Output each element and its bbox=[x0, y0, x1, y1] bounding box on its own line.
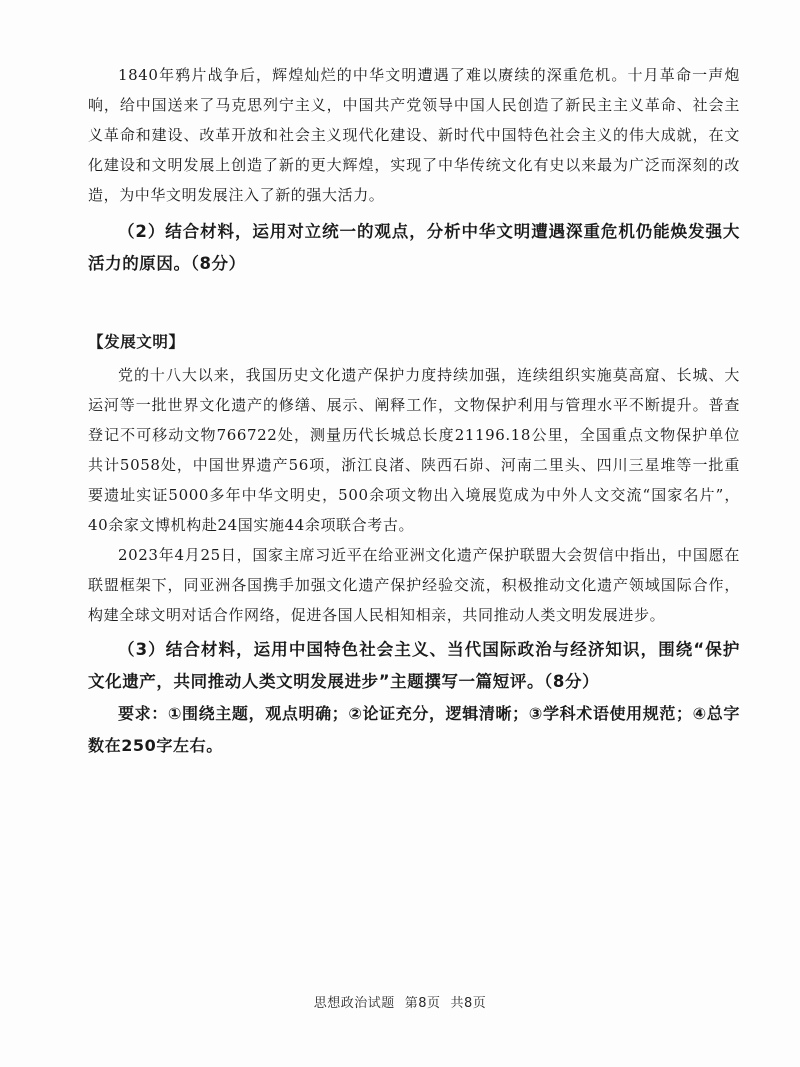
section-paragraph-2: 2023年4月25日，国家主席习近平在给亚洲文化遗产保护联盟大会贺信中指出，中国愿在联盟框架下，同亚洲各国携手加强文化遗产保护经验交流，积极推动文化遗产领域国际合作，构建全球文明对话合作网络，促进各国人民相知相亲，共同推动人类文明发展进步。 bbox=[88, 546, 740, 624]
footer-total-pages: 共8页 bbox=[450, 996, 487, 1011]
question-2: （2）结合材料，运用对立统一的观点，分析中华文明遭遇深重危机仍能焕发强大活力的原因。（8分） bbox=[88, 222, 740, 273]
page-footer bbox=[0, 992, 800, 1011]
footer-subject: 思想政治试题 bbox=[313, 996, 395, 1011]
section-paragraph-1: 党的十八大以来，我国历史文化遗产保护力度持续加强，连续组织实施莫高窟、长城、大运河等一批世界文化遗产的修缮、展示、阐释工作，文物保护利用与管理水平不断提升。普查登记不可移动文物766722处，测量历代长城总长度21196.18公里，全国重点文物保护单位共计5058处，中国世界遗产56项，浙江良渚、陕西石峁、河南二里头、四川三星堆等一批重要遗址实证5000多年中华文明史，500余项文物出入境展览成为中外人文交流“国家名片”，40余家文博机构赴24国实施44余项联合考古。 bbox=[88, 366, 740, 534]
material-paragraph: 1840年鸦片战争后，辉煌灿烂的中华文明遭遇了难以赓续的深重危机。十月革命一声炮响，给中国送来了马克思列宁主义，中国共产党领导中国人民创造了新民主主义革命、社会主义革命和建设、改革开放和社会主义现代化建设、新时代中国特色社会主义的伟大成就，在文化建设和文明发展上创造了新的更大辉煌，实现了中华传统文化有史以来最为广泛而深刻的改造，为中华文明发展注入了新的强大活力。 bbox=[88, 66, 740, 204]
footer-page-number: 第8页 bbox=[404, 996, 441, 1011]
section-title: 【发展文明】 bbox=[88, 333, 185, 351]
question-3: （3）结合材料，运用中国特色社会主义、当代国际政治与经济知识，围绕“保护文化遗产，共同推动人类文明发展进步”主题撰写一篇短评。（8分） bbox=[88, 640, 740, 691]
page-content bbox=[88, 60, 740, 762]
question-3-requirements: 要求：①围绕主题，观点明确；②论证充分，逻辑清晰；③学科术语使用规范；④总字数在250字左右。 bbox=[88, 704, 740, 755]
